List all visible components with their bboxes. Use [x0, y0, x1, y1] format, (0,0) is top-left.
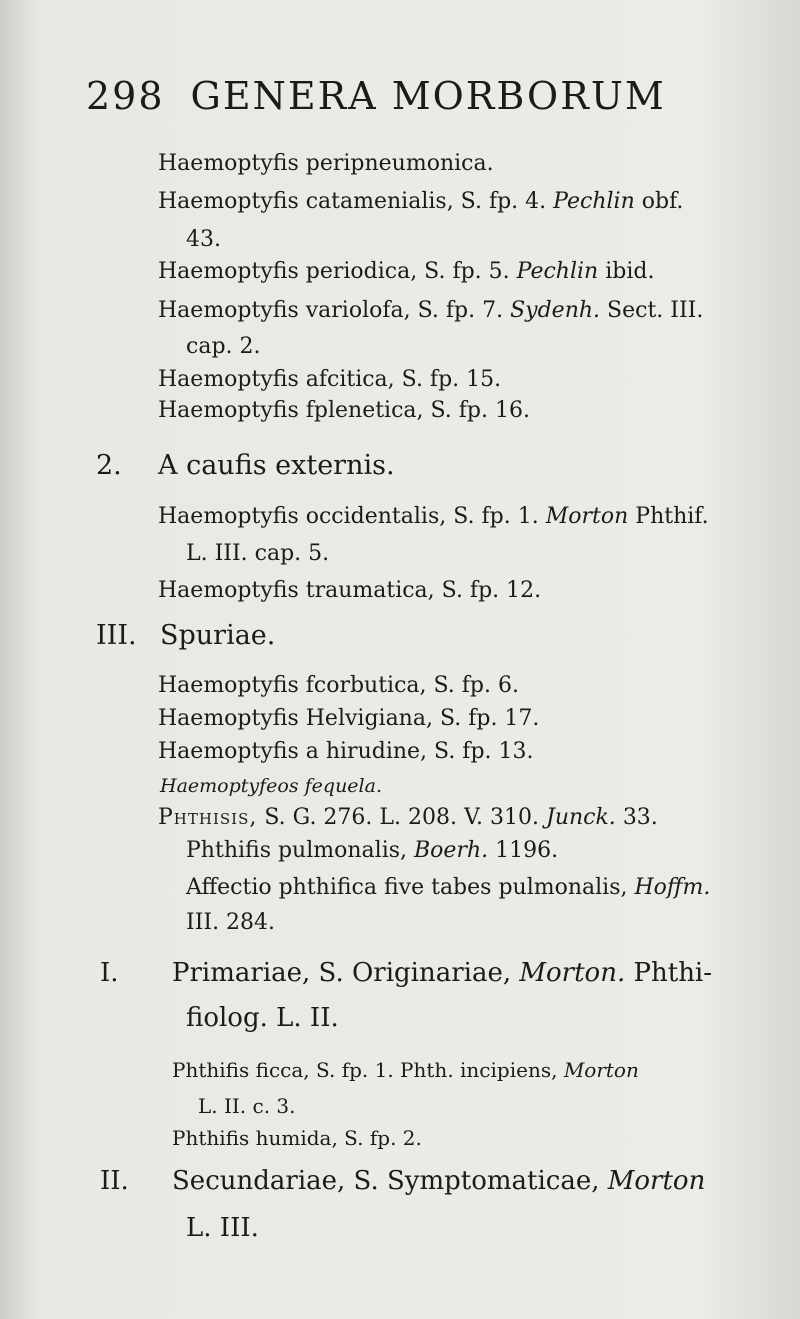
entry-continuation: L. III. cap. 5.: [186, 541, 330, 566]
entry-line: Haemoptyfis a hirudine, S. fp. 13.: [158, 739, 534, 764]
entry-line: Phthisis, S. G. 276. L. 208. V. 310. Junck. 33.: [158, 805, 658, 830]
section-number: III.: [96, 620, 137, 651]
entry-line: Haemoptyfis variolofa, S. fp. 7. Sydenh. Sect. III.: [158, 298, 704, 323]
entry-continuation: 43.: [186, 227, 221, 252]
entry-line: Haemoptyfis catamenialis, S. fp. 4. Pechlin obf.: [158, 189, 684, 214]
page-header: [86, 74, 666, 118]
entry-continuation: L. II. c. 3.: [198, 1094, 296, 1118]
entry-line: Haemoptyfis fplenetica, S. fp. 16.: [158, 398, 530, 423]
entry-line: Phthifis humida, S. fp. 2.: [172, 1126, 422, 1150]
entry-line: Haemoptyfis Helvigiana, S. fp. 17.: [158, 706, 540, 731]
section-title-continuation: fiolog. L. II.: [186, 1003, 339, 1033]
section-title: Secundariae, S. Symptomaticae, Morton: [172, 1166, 706, 1196]
sequela-heading: Haemoptyfeos fequela.: [160, 775, 382, 797]
page-number: 298: [86, 74, 165, 118]
entry-line: Haemoptyfis peripneumonica.: [158, 151, 494, 176]
entry-line: Affectio phthifica five tabes pulmonalis, Hoffm.: [186, 875, 711, 900]
entry-line: Phthifis pulmonalis, Boerh. 1196.: [186, 838, 559, 863]
entry-line: Haemoptyfis traumatica, S. fp. 12.: [158, 578, 542, 603]
entry-line: Haemoptyfis afcitica, S. fp. 15.: [158, 367, 502, 392]
section-title: A caufis externis.: [158, 450, 395, 481]
section-number: 2.: [96, 450, 122, 481]
section-title: Spuriae.: [160, 620, 276, 651]
section-number: I.: [100, 958, 119, 988]
entry-line: Haemoptyfis periodica, S. fp. 5. Pechlin ibid.: [158, 259, 655, 284]
section-title-continuation: L. III.: [186, 1213, 259, 1243]
entry-line: Haemoptyfis fcorbutica, S. fp. 6.: [158, 673, 519, 698]
section-title: Primariae, S. Originariae, Morton. Phthi-: [172, 958, 713, 988]
section-number: II.: [100, 1166, 129, 1196]
entry-line: Phthifis ficca, S. fp. 1. Phth. incipiens, Morton: [172, 1058, 639, 1082]
entry-line: Haemoptyfis occidentalis, S. fp. 1. Morton Phthif.: [158, 504, 709, 529]
entry-continuation: cap. 2.: [186, 334, 261, 359]
entry-continuation: III. 284.: [186, 910, 276, 935]
running-title: GENERA MORBORUM: [190, 74, 666, 118]
